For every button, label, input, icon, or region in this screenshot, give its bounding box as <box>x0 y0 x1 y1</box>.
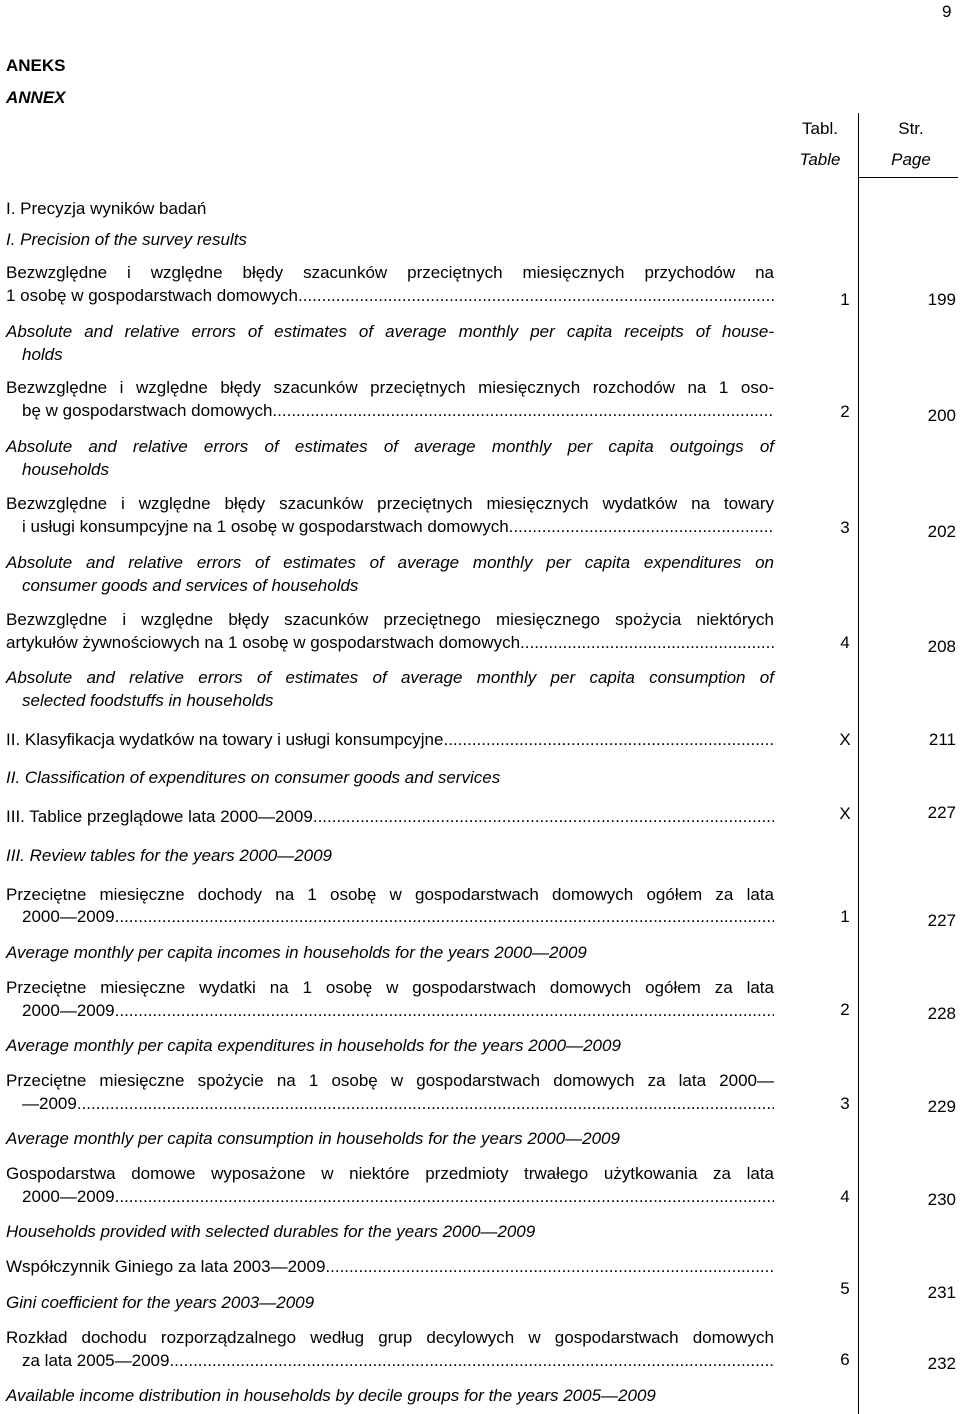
entry-3-en-line2: consumer goods and services of households <box>22 576 359 595</box>
review-3-pl-line1: Przeciętne miesięczne spożycie na 1 osobę w gospodarstwach domowych za lata 2000― <box>6 1071 774 1090</box>
section-3-table-number: X <box>839 804 851 823</box>
section-1-title-en: I. Precision of the survey results <box>6 230 247 249</box>
entry-2-en-line1: Absolute and relative errors of estimates of average monthly per capita outgoings of <box>6 437 774 456</box>
entry-1-pl-line1: Bezwzględne i względne błędy szacunków przeciętnych miesięcznych przychodów na <box>6 263 774 282</box>
review-1-table-number: 1 <box>840 907 850 926</box>
entry-1-page-number: 199 <box>927 290 956 309</box>
review-6-pl-text: za lata 2005―2009 <box>22 1351 170 1370</box>
review-6-pl-line2 <box>22 1351 774 1371</box>
review-4-pl-text: 2000―2009 <box>22 1187 115 1206</box>
review-2-en: Average monthly per capita expenditures in households for the years 2000―2009 <box>6 1036 621 1055</box>
entry-4-en-line1: Absolute and relative errors of estimates of average monthly per capita consumption of <box>6 668 774 687</box>
entry-2-page-number: 200 <box>927 406 956 425</box>
dot-leader <box>115 1001 774 1021</box>
dot-leader <box>298 286 774 306</box>
column-header-table-pl: Tabl. <box>802 119 838 138</box>
dot-leader <box>115 1187 774 1207</box>
review-3-pl-text: ―2009 <box>22 1094 77 1113</box>
review-4-page-number: 230 <box>927 1190 956 1209</box>
review-1-page-number: 227 <box>927 911 956 930</box>
entry-1-pl-text: 1 osobę w gospodarstwach domowych <box>6 286 298 305</box>
review-4-pl-line1: Gospodarstwa domowe wyposażone w niektóre przedmioty trwałego użytkowania za lata <box>6 1164 774 1183</box>
review-2-pl-line2 <box>22 1001 774 1021</box>
review-4-pl-line2 <box>22 1187 774 1207</box>
review-1-en: Average monthly per capita incomes in households for the years 2000―2009 <box>6 943 587 962</box>
review-5-pl-text: Współczynnik Giniego za lata 2003―2009 <box>6 1257 326 1276</box>
entry-3-table-number: 3 <box>840 518 850 537</box>
section-2-title-pl <box>6 730 774 750</box>
review-6-pl-line1: Rozkład dochodu rozporządzalnego według grup decylowych w gospodarstwach domowych <box>6 1328 774 1347</box>
entry-2-en-line2: households <box>22 460 109 479</box>
section-2-title-en: II. Classification of expenditures on consumer goods and services <box>6 768 501 787</box>
section-1-title-pl: I. Precyzja wyników badań <box>6 199 207 218</box>
review-4-en: Households provided with selected durables for the years 2000―2009 <box>6 1222 536 1241</box>
entry-4-table-number: 4 <box>840 633 850 652</box>
dot-leader <box>313 807 774 827</box>
review-6-en: Available income distribution in households by decile groups for the years 2005―2009 <box>6 1386 656 1405</box>
entry-4-pl-line1: Bezwzględne i względne błędy szacunków przeciętnego miesięcznego spożycia niektórych <box>6 610 774 629</box>
section-3-title-pl <box>6 807 774 827</box>
review-1-pl-line1: Przeciętne miesięczne dochody na 1 osobę w gospodarstwach domowych ogółem za lata <box>6 885 774 904</box>
review-6-table-number: 6 <box>840 1350 850 1369</box>
review-5-table-number: 5 <box>840 1279 850 1298</box>
heading-aneks: ANEKS <box>6 56 66 75</box>
header-rule <box>858 177 958 178</box>
review-5-pl <box>6 1257 774 1277</box>
entry-2-pl-line2 <box>22 401 774 421</box>
review-4-table-number: 4 <box>840 1187 850 1206</box>
review-2-page-number: 228 <box>927 1004 956 1023</box>
dot-leader <box>169 1351 774 1371</box>
review-3-en: Average monthly per capita consumption in households for the years 2000―2009 <box>6 1129 620 1148</box>
entry-4-pl-text: artykułów żywnościowych na 1 osobę w gospodarstwach domowych <box>6 633 521 652</box>
section-2-pl-text: II. Klasyfikacja wydatków na towary i usługi konsumpcyjne <box>6 730 444 749</box>
entry-3-pl-line1: Bezwzględne i względne błędy szacunków przeciętnych miesięcznych wydatków na towary <box>6 494 774 513</box>
entry-1-pl-line2 <box>6 286 774 306</box>
entry-2-pl-line1: Bezwzględne i względne błędy szacunków przeciętnych miesięcznych rozchodów na 1 oso- <box>6 378 774 397</box>
entry-3-en-line1: Absolute and relative errors of estimates of average monthly per capita expenditures on <box>6 553 774 572</box>
entry-1-en-line2: holds <box>22 345 63 364</box>
entry-3-pl-text: i usługi konsumpcyjne na 1 osobę w gospodarstwach domowych <box>22 517 509 536</box>
entry-2-pl-text: bę w gospodarstwach domowych <box>22 401 273 420</box>
review-5-en: Gini coefficient for the years 2003―2009 <box>6 1293 315 1312</box>
dot-leader <box>115 907 774 927</box>
review-3-page-number: 229 <box>927 1097 956 1116</box>
review-2-pl-line1: Przeciętne miesięczne wydatki na 1 osobę w gospodarstwach domowych ogółem za lata <box>6 978 774 997</box>
entry-4-page-number: 208 <box>927 637 956 656</box>
column-header-table-en: Table <box>799 150 841 169</box>
entry-4-pl-line2 <box>6 633 774 653</box>
column-header-page-en: Page <box>891 150 931 169</box>
review-3-pl-line2 <box>22 1094 774 1114</box>
dot-leader <box>77 1094 774 1114</box>
section-2-page-number: 211 <box>928 730 956 749</box>
column-header-page-pl: Str. <box>898 119 924 138</box>
review-5-page-number: 231 <box>927 1283 956 1302</box>
dot-leader <box>520 633 774 653</box>
section-3-pl-text: III. Tablice przeglądowe lata 2000―2009 <box>6 807 313 826</box>
entry-1-table-number: 1 <box>840 290 850 309</box>
review-6-page-number: 232 <box>927 1354 956 1373</box>
section-3-page-number: 227 <box>927 803 956 822</box>
section-2-table-number: X <box>839 730 851 749</box>
dot-leader <box>509 517 774 537</box>
dot-leader <box>272 401 774 421</box>
entry-2-table-number: 2 <box>840 402 850 421</box>
entry-3-page-number: 202 <box>927 522 956 541</box>
heading-annex: ANNEX <box>6 88 66 107</box>
review-3-table-number: 3 <box>840 1094 850 1113</box>
entry-3-pl-line2 <box>22 517 774 537</box>
review-1-pl-line2 <box>22 907 774 927</box>
entry-1-en-line1: Absolute and relative errors of estimates of average monthly per capita receipts of house- <box>6 322 774 341</box>
page-number: 9 <box>942 2 952 21</box>
dot-leader <box>443 730 774 750</box>
review-2-table-number: 2 <box>840 1000 850 1019</box>
section-3-title-en: III. Review tables for the years 2000―2009 <box>6 846 333 865</box>
review-1-pl-text: 2000―2009 <box>22 907 115 926</box>
entry-4-en-line2: selected foodstuffs in households <box>22 691 274 710</box>
review-2-pl-text: 2000―2009 <box>22 1001 115 1020</box>
dot-leader <box>325 1257 774 1277</box>
